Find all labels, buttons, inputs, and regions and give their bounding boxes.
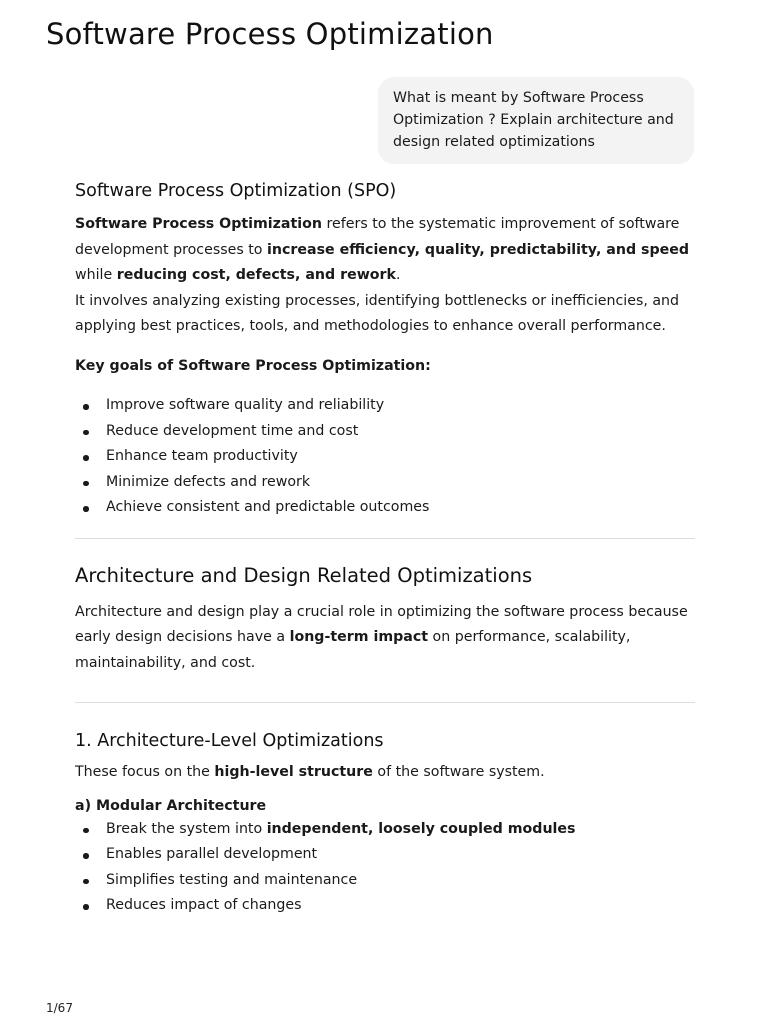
text-span: refers to the systematic improvement of software development processes to	[75, 216, 680, 258]
list-item: Reduces impact of changes	[75, 893, 695, 919]
divider	[75, 702, 695, 703]
list-item	[75, 817, 695, 843]
list-item: Reduce development time and cost	[75, 419, 695, 445]
bold-text: independent, loosely coupled modules	[266, 820, 576, 837]
modular-architecture-list	[75, 817, 695, 919]
spo-definition-paragraph	[75, 212, 695, 289]
modular-architecture-heading: a) Modular Architecture	[75, 797, 267, 814]
key-goals-title	[75, 354, 695, 380]
page-title: Software Process Optimization	[46, 17, 494, 51]
list-item: Enables parallel development	[75, 842, 695, 868]
bold-text: high-level structure	[214, 764, 373, 780]
list-item: Minimize defects and rework	[75, 470, 695, 496]
divider	[75, 538, 695, 539]
assistant-response	[75, 178, 695, 919]
architecture-level-intro	[75, 760, 695, 786]
architecture-paragraph	[75, 600, 695, 677]
bold-text: increase efficiency, quality, predictability, and speed	[267, 241, 690, 258]
text-span: while	[75, 267, 117, 283]
bold-text: Software Process Optimization	[75, 216, 322, 232]
bold-text: Key goals of Software Process Optimization:	[75, 357, 431, 374]
text-span: of the software system.	[372, 764, 545, 780]
section-heading-spo: Software Process Optimization (SPO)	[75, 181, 397, 201]
section-heading-architecture-level: 1. Architecture-Level Optimizations	[75, 731, 384, 751]
user-message-bubble: What is meant by Software Process Optimization ? Explain architecture and design related optimizations	[378, 77, 694, 164]
list-item: Simplifies testing and maintenance	[75, 868, 695, 894]
bold-text: long-term impact	[289, 629, 429, 645]
text-span: Break the system into	[106, 820, 267, 837]
key-goals-list	[75, 393, 695, 521]
page-indicator: 1/67	[46, 1001, 73, 1015]
text-span: These focus on the	[75, 764, 215, 780]
bold-text: reducing cost, defects, and rework	[116, 267, 396, 283]
section-heading-architecture: Architecture and Design Related Optimizations	[75, 563, 533, 587]
text-span: .	[396, 267, 401, 283]
text-span: Architecture and design play a crucial role in optimizing the software process because early design decisions have a	[75, 603, 688, 645]
spo-involves-paragraph: It involves analyzing existing processes, identifying bottlenecks or inefficiencies, and applying best practices, tools, and methodologies to enhance overall performance.	[75, 292, 680, 334]
list-item: Enhance team productivity	[75, 444, 695, 470]
text-span: on performance, scalability, maintainability, and cost.	[75, 629, 631, 671]
list-item: Improve software quality and reliability	[75, 393, 695, 419]
list-item: Achieve consistent and predictable outcomes	[75, 495, 695, 521]
